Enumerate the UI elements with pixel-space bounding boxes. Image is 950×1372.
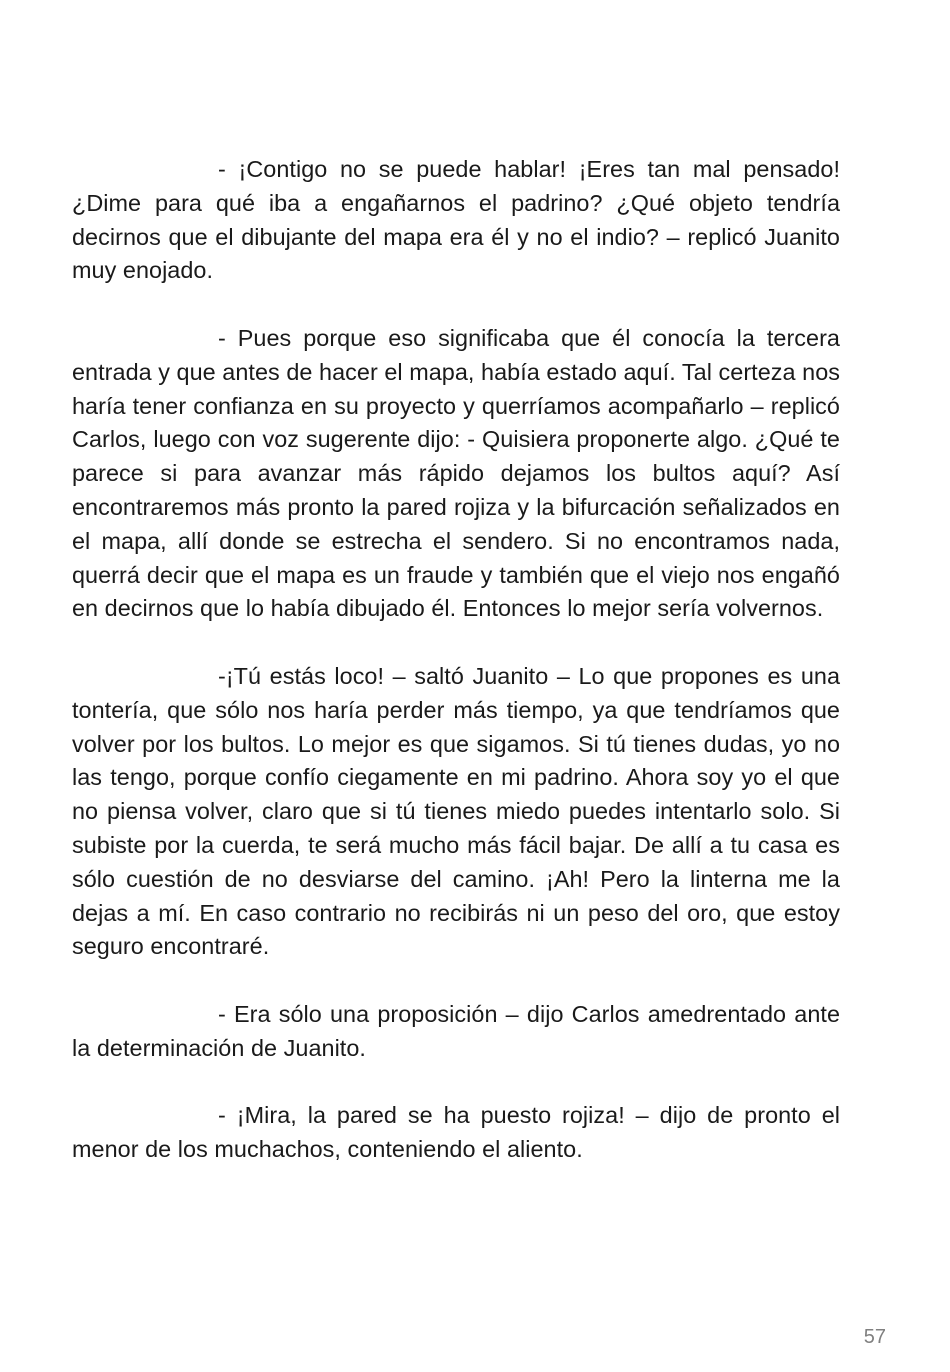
paragraph-1: - ¡Contigo no se puede hablar! ¡Eres tan mal pensado! ¿Dime para qué iba a engañarnos el padrino? ¿Qué objeto tendría decirnos que el dibujante del mapa era él y no el indio? – replicó Juanito muy enojado.: [72, 156, 840, 284]
paragraph-3: -¡Tú estás loco! – saltó Juanito – Lo que propones es una tontería, que sólo nos haría perder más tiempo, ya que tendríamos que volver por los bultos. Lo mejor es que sigamos. Si tú tienes dudas, yo no las tengo, porque confío ciegamente en mi padrino. Ahora soy yo el que no piensa volver, claro que si tú tienes miedo puedes intentarlo solo. Si subiste por la cuerda, te será mucho más fácil bajar. De allí a tu casa es sólo cuestión de no desviarse del camino. ¡Ah! Pero la linterna me la dejas a mí. En caso contrario no recibirás ni un peso del oro, que estoy seguro encontraré.: [72, 662, 840, 960]
page-number: 57: [863, 1326, 886, 1348]
paragraph-4: - Era sólo una proposición – dijo Carlos amedrentado ante la determinación de Juanito.: [72, 1000, 840, 1061]
paragraph-5: - ¡Mira, la pared se ha puesto rojiza! – dijo de pronto el menor de los muchachos, conteniendo el aliento.: [72, 1102, 840, 1163]
paragraph-2: - Pues porque eso significaba que él conocía la tercera entrada y que antes de hacer el mapa, había estado aquí. Tal certeza nos haría tener confianza en su proyecto y querríamos acompañarlo – replicó Carlos, luego con voz sugerente dijo: - Quisiera proponerte algo. ¿Qué te parece si para avanzar más rápido dejamos los bultos aquí? Así encontraremos más pronto la pared rojiza y la bifurcación señalizados en el mapa, allí donde se estrecha el sendero. Si no encontramos nada, querrá decir que el mapa es un fraude y también que el viejo nos engañó en decirnos que lo había dibujado él. Entonces lo mejor sería volvernos.: [72, 324, 840, 622]
body-text: [72, 153, 840, 1167]
